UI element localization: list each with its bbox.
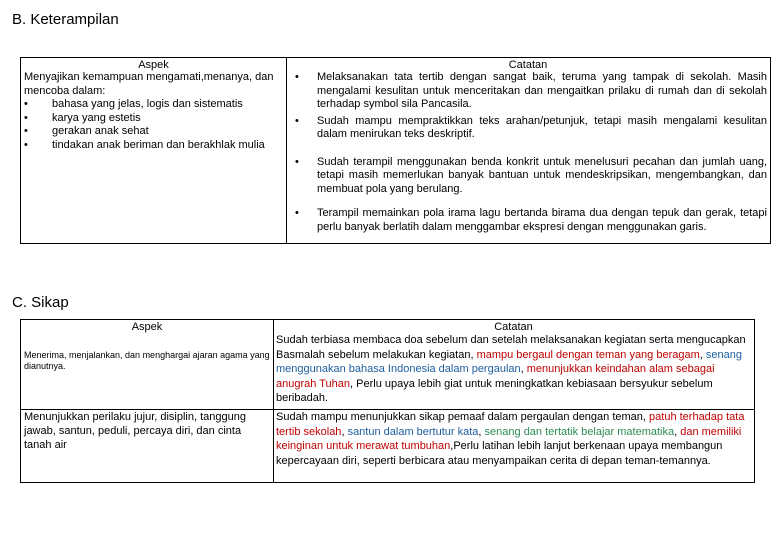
keterampilan-catatan-cell <box>287 58 771 244</box>
sikap-row2-aspek-cell <box>21 410 274 483</box>
bullet-icon <box>289 207 317 243</box>
catatan-note: • Terampil memainkan pola irama lagu bertanda birama dua dengan tepuk dan gerak, tetapi perlu banyak berlatih dalam menggambar ekspresi dengan menggunakan garis. <box>289 207 767 243</box>
bullet-icon <box>24 139 52 153</box>
keterampilan-table <box>20 57 771 244</box>
sikap-aspek-1: Menerima, menjalankan, dan menghargai ajaran agama yang dianutnya. <box>24 350 270 371</box>
aspek-header: Aspek <box>131 321 163 333</box>
sikap-catatan-2: Sudah mampu menunjukkan sikap pemaaf dalam pergaulan dengan teman, patuh terhadap tata tertib sekolah, santun dalam bertutur kata, senang dan tertatik belajar matematika, dan memiliki keinginan untuk merawat tumbuhan,Perlu latihan lebih lanjut berkenaan upaya membangun kepercayaan diri, seperti berbicara atau menyampaikan cerita di depan teman-temannya. <box>276 411 745 467</box>
aspek-item: • tindakan anak beriman dan berakhlak mulia <box>24 139 283 153</box>
sikap-catatan-1: Sudah terbiasa membaca doa sebelum dan setelah melaksanakan kegiatan serta mengucapkan Basmalah sebelum melakukan kegiatan, mampu bergaul dengan teman yang beragam, senang menggunakan bahasa Indonesia dalam pergaulan, menunjukkan keindahan alam sebagai anugrah Tuhan, Perlu upaya lebih giat untuk meningkatkan kebiasaan bersyukur sebelum beribadah. <box>276 334 746 404</box>
aspek-item: • gerakan anak sehat <box>24 125 283 139</box>
sikap-row1-aspek-cell <box>21 320 274 410</box>
catatan-note: • Sudah terampil menggunakan benda konkrit untuk menelusuri pecahan dan jumlah uang, tetapi masih memerlukan banyak bantuan untuk mendeskripsikan, mengembangkan, dan membuat pola yang berulang. <box>289 156 767 197</box>
bullet-icon <box>289 71 317 112</box>
catatan-note: • Sudah mampu mempraktikkan teks arahan/petunjuk, tetapi masih mengalami kesulitan dalam menirukan teks deskriptif. <box>289 115 767 142</box>
bullet-icon <box>24 125 52 139</box>
sikap-table <box>20 319 755 483</box>
keterampilan-aspek-cell <box>21 58 287 244</box>
section-b-title: B. Keterampilan <box>12 11 119 28</box>
catatan-header: Catatan <box>494 321 533 333</box>
catatan-header: Catatan <box>508 59 548 71</box>
sikap-aspek-2: Menunjukkan perilaku jujur, disiplin, tanggung jawab, santun, peduli, percaya diri, dan cinta tanah air <box>24 411 246 451</box>
aspek-item: • bahasa yang jelas, logis dan sistematis <box>24 98 283 112</box>
sikap-row1-catatan-cell <box>274 320 755 410</box>
bullet-icon <box>289 115 317 142</box>
bullet-icon <box>24 112 52 126</box>
catatan-note: • Melaksanakan tata tertib dengan sangat baik, teruma yang tampak di sekolah. Masih mengalami kesulitan untuk menceritakan dan mengaitkan prilaku di rumah dan di sekolah terhadap symbol sila Pancasila. <box>289 71 767 112</box>
section-c-title: C. Sikap <box>12 294 69 311</box>
aspek-intro: Menyajikan kemampuan mengamati,menanya, dan mencoba dalam: <box>24 71 274 97</box>
sikap-row2-catatan-cell <box>274 410 755 483</box>
bullet-icon <box>289 156 317 197</box>
bullet-icon <box>24 98 52 112</box>
aspek-header: Aspek <box>138 59 169 71</box>
aspek-item: • karya yang estetis <box>24 112 283 126</box>
